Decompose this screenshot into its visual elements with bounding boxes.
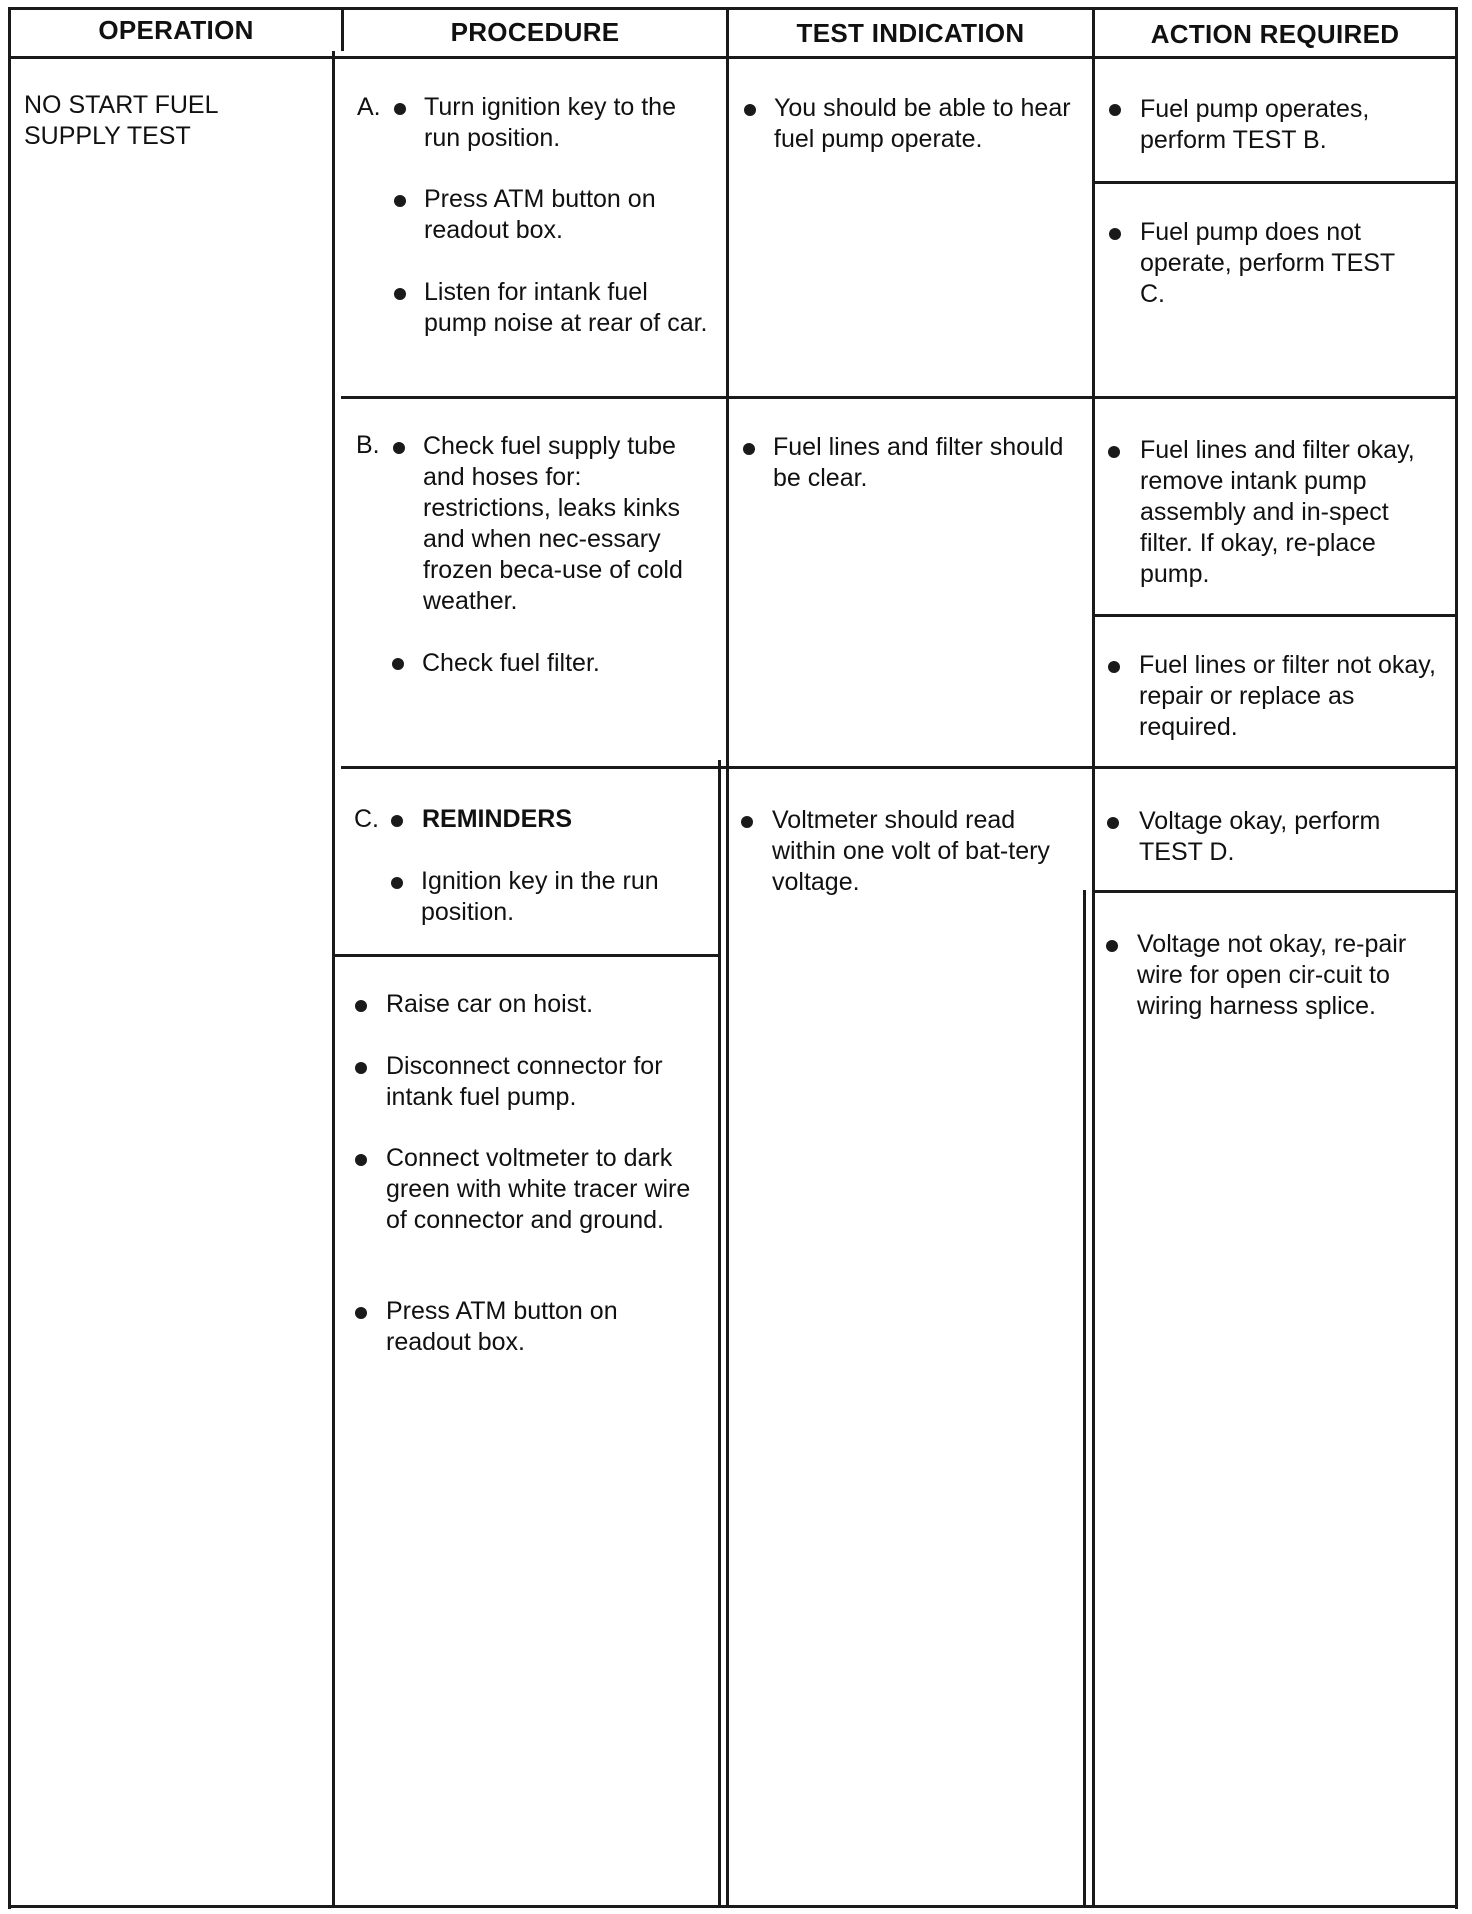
col-divider-2 xyxy=(726,7,729,1908)
bullet-icon xyxy=(394,103,406,115)
table-border-top xyxy=(8,7,1458,10)
bullet-icon xyxy=(391,877,403,889)
table-border-right xyxy=(1455,7,1458,1909)
col-divider-3b xyxy=(1083,890,1086,1908)
test-a-procedure-step: Press ATM button on readout box. xyxy=(424,185,656,244)
table-border-bottom xyxy=(8,1905,1458,1908)
test-c-indication: Voltmeter should read within one volt of bat-tery voltage. xyxy=(772,806,1050,896)
action-a-separator xyxy=(1092,181,1458,184)
header-test-indication: TEST INDICATION xyxy=(796,18,1025,48)
bullet-icon xyxy=(392,658,404,670)
test-b-label: B. xyxy=(356,431,380,459)
header-action-required: ACTION REQUIRED xyxy=(1150,19,1400,49)
reminders-separator xyxy=(335,954,719,957)
bullet-icon xyxy=(1108,661,1120,673)
test-c-action: Voltage not okay, re-pair wire for open cir-cuit to wiring harness splice. xyxy=(1137,930,1407,1020)
test-b-action: Fuel lines and filter okay, remove intank pump assembly and in-spect filter. If okay, re-place pump. xyxy=(1140,436,1415,588)
bullet-icon xyxy=(744,104,756,116)
table-border-left xyxy=(8,7,11,1909)
col-divider-3 xyxy=(1092,7,1095,1908)
bullet-icon xyxy=(1107,817,1119,829)
test-c-procedure-step: Disconnect connector for intank fuel pump. xyxy=(386,1052,663,1111)
bullet-icon xyxy=(1108,446,1120,458)
test-c-procedure-step: Raise car on hoist. xyxy=(386,990,594,1018)
bullet-icon xyxy=(355,1062,367,1074)
test-a-procedure-step: Turn ignition key to the run position. xyxy=(424,93,676,152)
bullet-icon xyxy=(355,1154,367,1166)
bullet-icon xyxy=(394,288,406,300)
reminders-title: REMINDERS xyxy=(422,805,573,833)
test-a-label: A. xyxy=(357,93,381,121)
test-b-indication: Fuel lines and filter should be clear. xyxy=(773,433,1064,492)
test-c-label: C. xyxy=(354,805,379,833)
test-a-indication: You should be able to hear fuel pump operate. xyxy=(774,94,1071,153)
action-c-separator xyxy=(1092,890,1458,893)
bullet-icon xyxy=(393,442,405,454)
test-a-action: Fuel pump operates, perform TEST B. xyxy=(1140,95,1370,154)
bullet-icon xyxy=(1109,104,1121,116)
header-procedure: PROCEDURE xyxy=(450,17,620,47)
header-operation: OPERATION xyxy=(98,15,254,45)
test-a-action: Fuel pump does not operate, perform TEST C. xyxy=(1140,218,1395,308)
reminder-item: Ignition key in the run position. xyxy=(421,867,659,926)
bullet-icon xyxy=(391,815,403,827)
bullet-icon xyxy=(741,816,753,828)
col-divider-2b xyxy=(718,760,721,1908)
operation-name: NO START FUEL SUPPLY TEST xyxy=(24,91,218,150)
header-bottom-rule xyxy=(8,56,1458,59)
bullet-icon xyxy=(355,1307,367,1319)
row-separator-ab xyxy=(341,396,1458,399)
action-b-separator xyxy=(1092,614,1458,617)
test-b-procedure-step: Check fuel filter. xyxy=(422,649,600,677)
col-divider-1 xyxy=(332,51,335,1908)
test-c-procedure-step: Press ATM button on readout box. xyxy=(386,1297,618,1356)
bullet-icon xyxy=(743,443,755,455)
row-separator-bc xyxy=(341,766,1458,769)
bullet-icon xyxy=(394,195,406,207)
test-b-action: Fuel lines or filter not okay, repair or replace as required. xyxy=(1139,651,1436,741)
test-c-action: Voltage okay, perform TEST D. xyxy=(1139,807,1381,866)
bullet-icon xyxy=(355,1000,367,1012)
bullet-icon xyxy=(1106,940,1118,952)
bullet-icon xyxy=(1109,228,1121,240)
test-a-procedure-step: Listen for intank fuel pump noise at rear of car. xyxy=(424,278,708,337)
test-b-procedure-step: Check fuel supply tube and hoses for: restrictions, leaks kinks and when nec-essary frozen beca-use of cold weather. xyxy=(423,432,683,615)
test-c-procedure-step: Connect voltmeter to dark green with white tracer wire of connector and ground. xyxy=(386,1144,691,1234)
